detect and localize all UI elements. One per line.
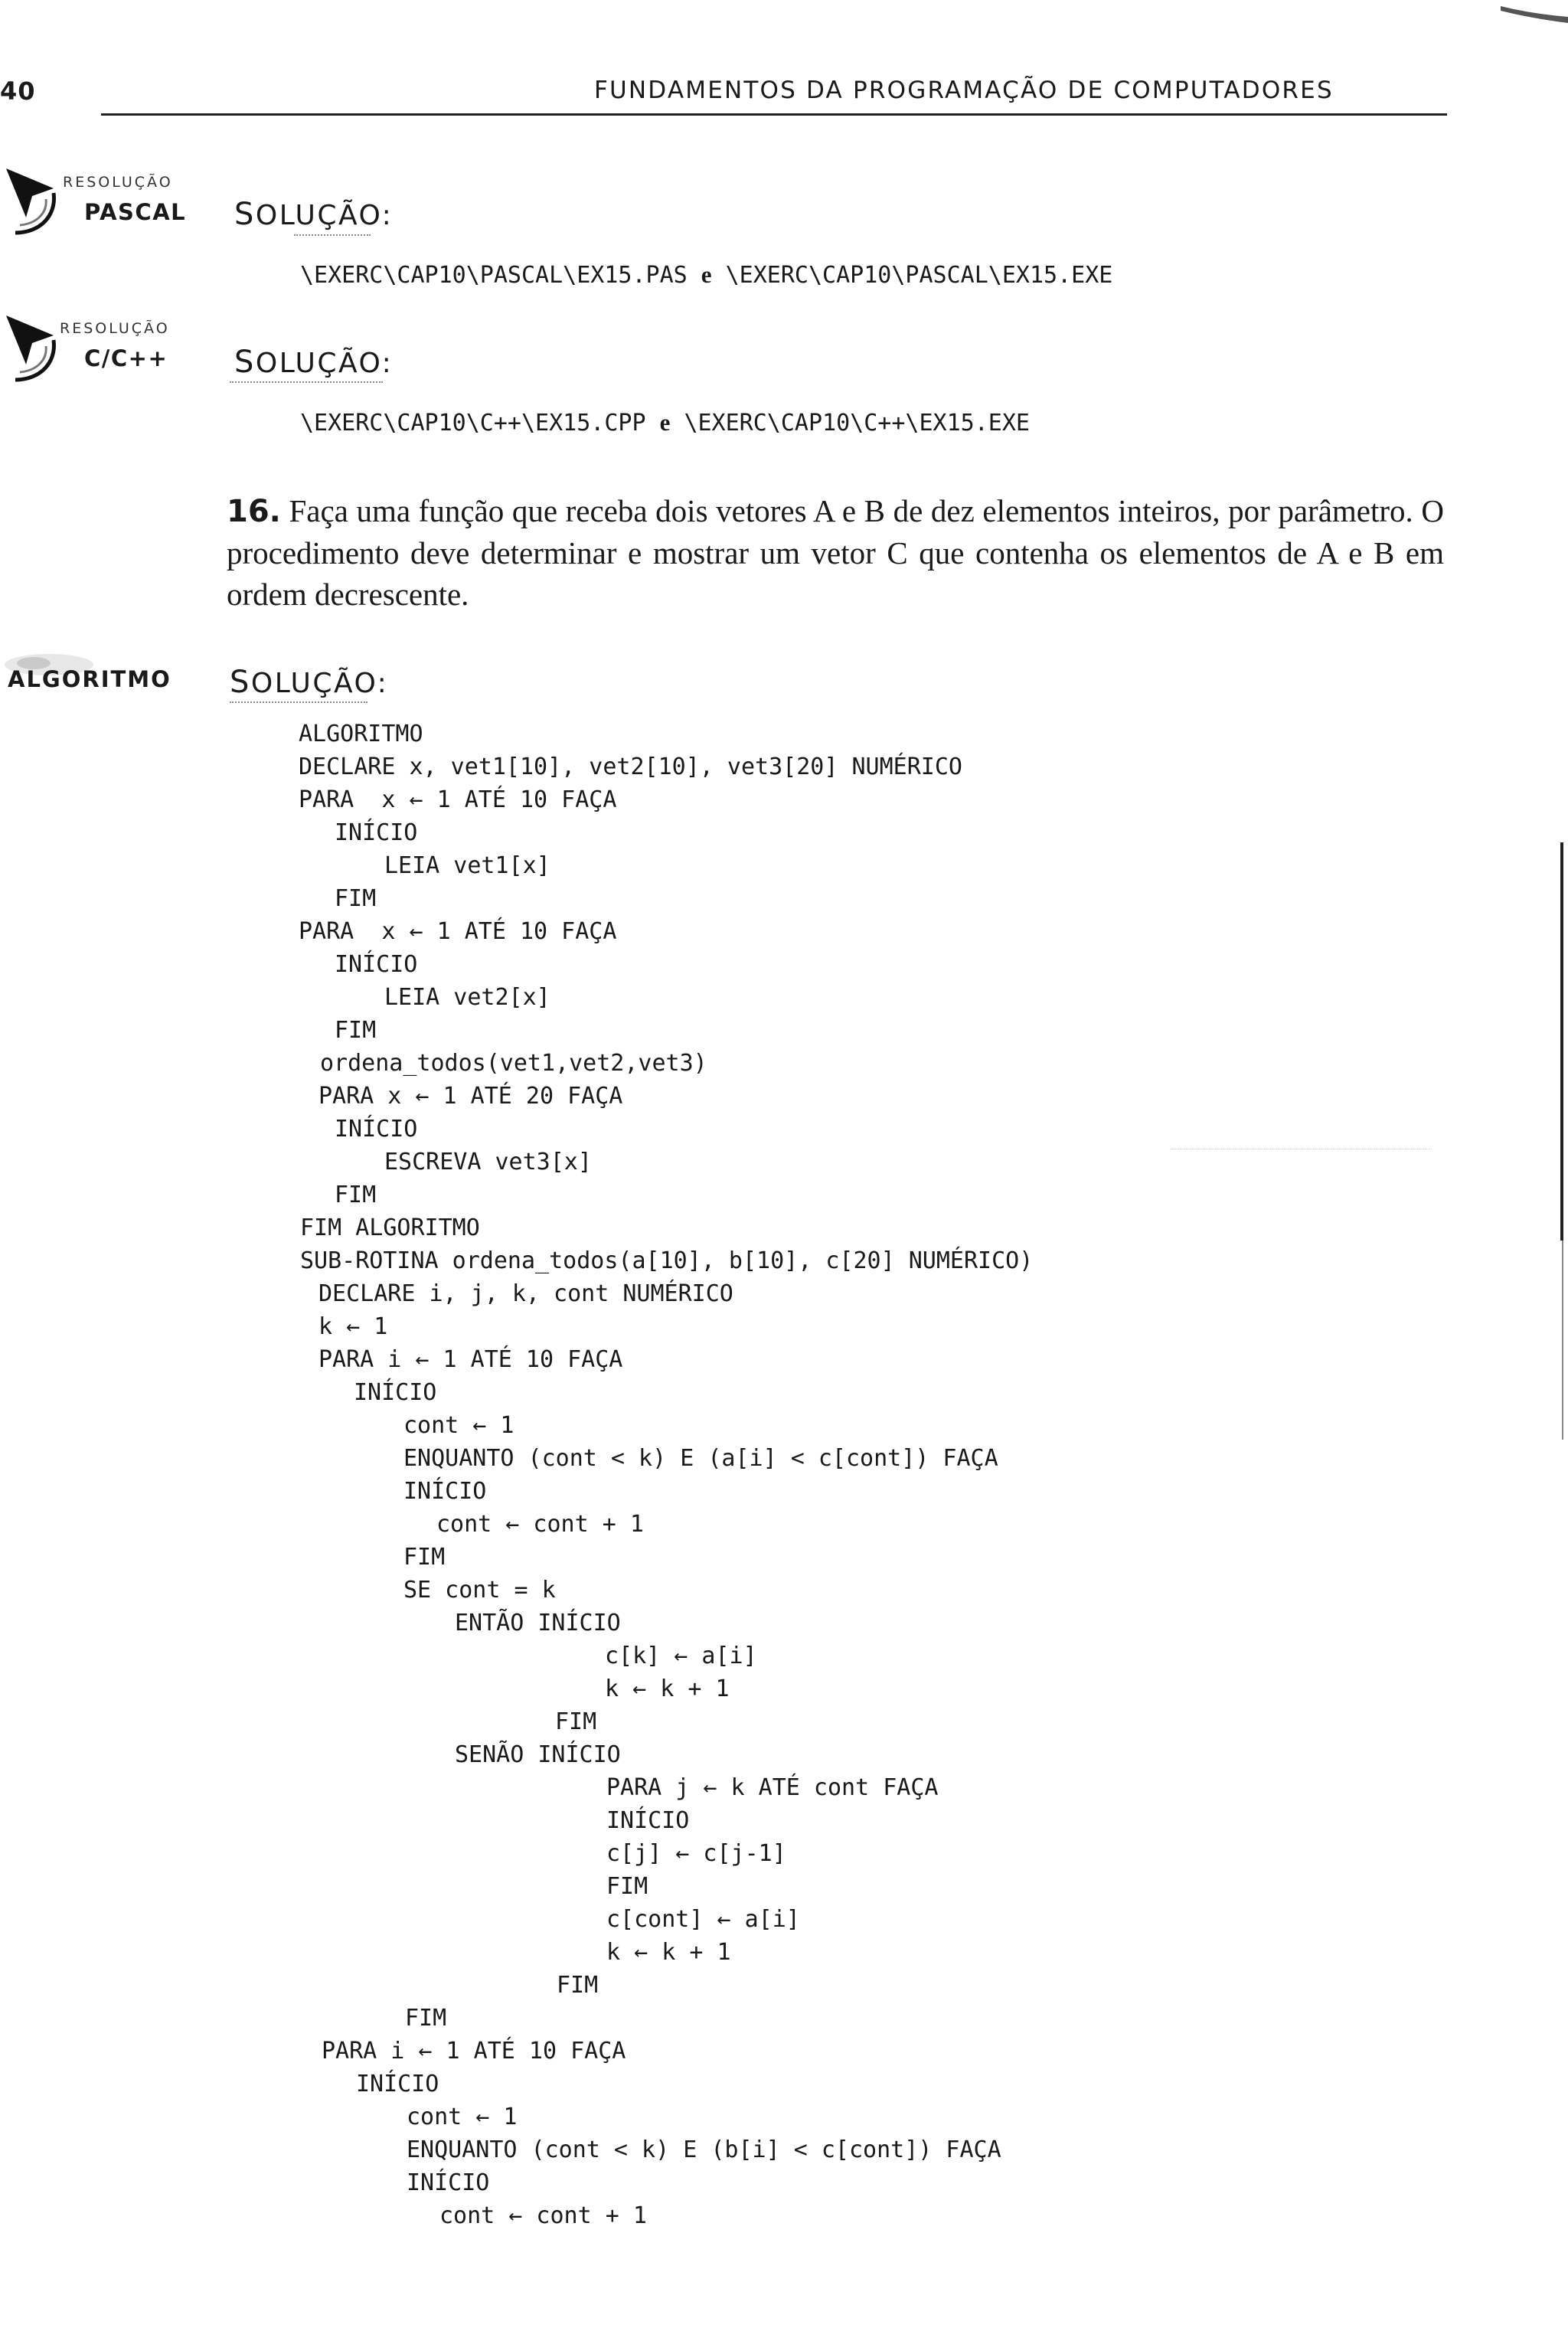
code-line: INÍCIO <box>335 1116 418 1143</box>
code-line: SE cont = k <box>403 1577 556 1604</box>
code-line: INÍCIO <box>403 1478 487 1505</box>
solucao-underline <box>230 701 368 703</box>
marker-cpp-label: C/C++ <box>84 345 168 371</box>
code-line: c[j] ← c[j-1] <box>606 1840 786 1867</box>
solucao-underline <box>294 234 371 236</box>
running-header: FUNDAMENTOS DA PROGRAMAÇÃO DE COMPUTADORES <box>594 77 1334 104</box>
marker-algoritmo-label: ALGORITMO <box>8 666 172 692</box>
code-line: FIM ALGORITMO <box>300 1215 480 1241</box>
code-line: cont ← 1 <box>407 2104 518 2130</box>
code-line: c[k] ← a[i] <box>605 1643 757 1669</box>
code-line: k ← 1 <box>318 1313 388 1340</box>
scan-corner-mark <box>1501 0 1568 23</box>
page-number: 40 <box>0 77 36 106</box>
marker-pascal-small: RESOLUÇÃO <box>63 174 173 191</box>
code-line: INÍCIO <box>354 1379 437 1406</box>
code-line: ESCREVA vet3[x] <box>384 1149 592 1175</box>
code-line: PARA i ← 1 ATÉ 10 FAÇA <box>318 1346 623 1373</box>
code-line: FIM <box>335 885 377 912</box>
code-line: PARA i ← 1 ATÉ 10 FAÇA <box>322 2038 626 2065</box>
pascal-file-paths: \EXERC\CAP10\PASCAL\EX15.PAS e \EXERC\CAP10\PASCAL\EX15.EXE <box>300 261 1113 289</box>
code-line: c[cont] ← a[i] <box>606 1906 800 1933</box>
code-line: DECLARE i, j, k, cont NUMÉRICO <box>318 1280 733 1307</box>
code-line: INÍCIO <box>606 1807 690 1834</box>
code-line: FIM <box>335 1182 377 1208</box>
code-line: PARA x ← 1 ATÉ 20 FAÇA <box>318 1083 623 1110</box>
code-line: cont ← cont + 1 <box>436 1511 644 1538</box>
code-line: INÍCIO <box>407 2169 490 2196</box>
code-line: FIM <box>403 1544 446 1571</box>
code-line: FIM <box>555 1708 597 1735</box>
code-line: ordena_todos(vet1,vet2,vet3) <box>320 1050 707 1077</box>
marker-cpp-small: RESOLUÇÃO <box>60 320 170 337</box>
solucao-cpp-label: SOLUÇÃO: <box>234 345 394 380</box>
code-line: k ← k + 1 <box>605 1676 730 1702</box>
code-line: INÍCIO <box>335 951 418 978</box>
code-line: SENÃO INÍCIO <box>455 1741 621 1768</box>
code-line: cont ← cont + 1 <box>439 2202 647 2229</box>
cpp-file-paths: \EXERC\CAP10\C++\EX15.CPP e \EXERC\CAP10\C++\EX15.EXE <box>300 409 1030 436</box>
code-line: FIM <box>335 1017 377 1044</box>
scan-edge-mark <box>1560 842 1563 1241</box>
code-line: cont ← 1 <box>403 1412 514 1439</box>
code-line: LEIA vet1[x] <box>384 852 550 879</box>
code-line: FIM <box>606 1873 648 1900</box>
solucao-underline <box>230 381 383 383</box>
code-line: ENTÃO INÍCIO <box>455 1610 621 1636</box>
solucao-pascal-label: SOLUÇÃO: <box>234 197 394 232</box>
code-line: INÍCIO <box>356 2071 439 2097</box>
code-line: FIM <box>405 2005 447 2032</box>
code-line: SUB-ROTINA ordena_todos(a[10], b[10], c[20] NUMÉRICO) <box>300 1247 1034 1274</box>
code-line: INÍCIO <box>335 819 418 846</box>
solucao-algoritmo-label: SOLUÇÃO: <box>230 665 389 700</box>
exercise-statement <box>227 490 1444 615</box>
exercise-text: Faça uma função que receba dois vetores A e B de dez elementos inteiros, por parâmetro. O procedimento deve determinar e mostrar um vetor C que contenha os elementos de A e B em ordem decrescente. <box>227 493 1444 612</box>
marker-pascal-label: PASCAL <box>84 199 187 225</box>
code-line: ENQUANTO (cont < k) E (b[i] < c[cont]) FAÇA <box>407 2136 1001 2163</box>
header-rule <box>101 113 1447 116</box>
code-line: FIM <box>557 1972 599 1999</box>
code-line: PARA x ← 1 ATÉ 10 FAÇA <box>299 918 617 945</box>
code-line: DECLARE x, vet1[10], vet2[10], vet3[20] NUMÉRICO <box>299 754 962 780</box>
resolution-arrow-icon <box>0 162 70 239</box>
code-line: ENQUANTO (cont < k) E (a[i] < c[cont]) FAÇA <box>403 1445 998 1472</box>
code-line: PARA x ← 1 ATÉ 10 FAÇA <box>299 786 617 813</box>
code-line: k ← k + 1 <box>606 1939 731 1966</box>
code-line: ALGORITMO <box>299 721 423 747</box>
code-line: LEIA vet2[x] <box>384 984 550 1011</box>
code-line: PARA j ← k ATÉ cont FAÇA <box>606 1774 939 1801</box>
exercise-number: 16. <box>227 494 281 529</box>
scan-edge-mark-faint <box>1562 1241 1563 1440</box>
